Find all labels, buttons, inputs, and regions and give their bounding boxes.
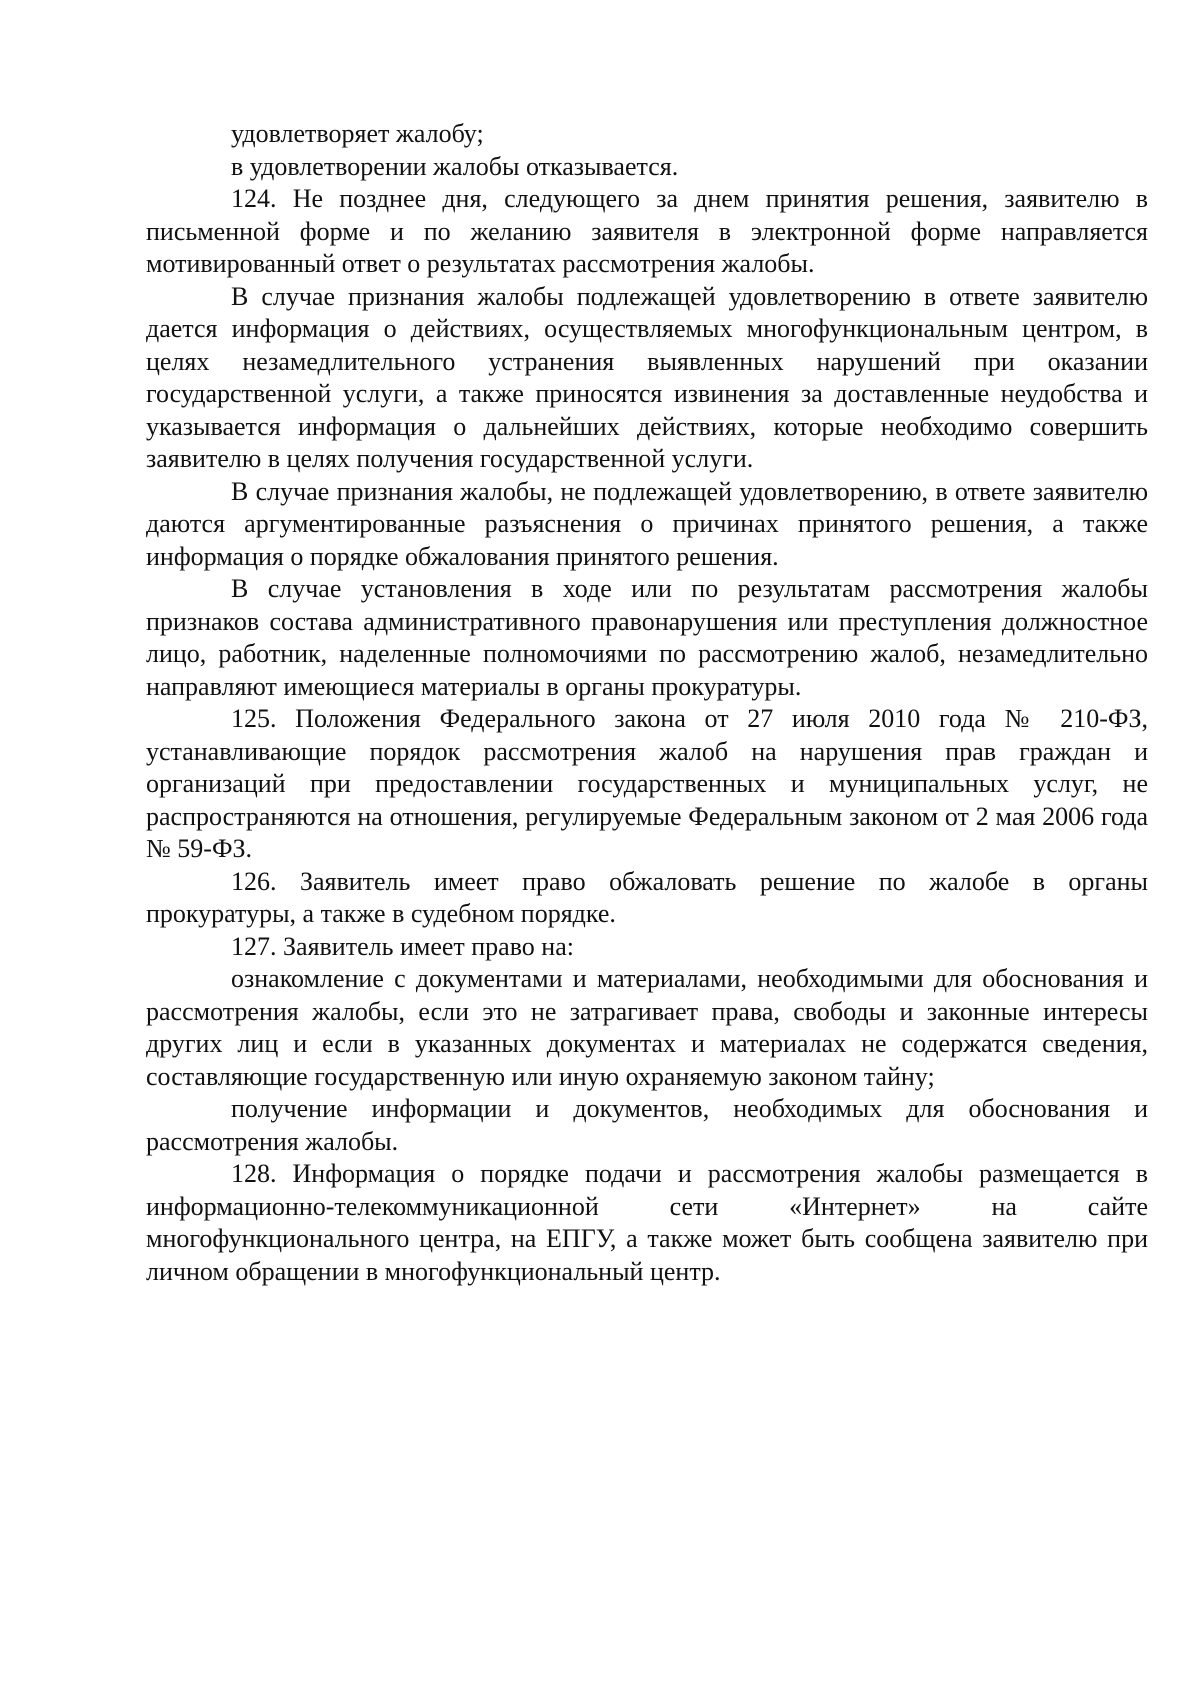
paragraph-complaint-satisfied: В случае признания жалобы подлежащей удовлетворению в ответе заявителю дается информация о действиях, осуществляемых многофункциональным центром, в целях незамедлительного устранения выявленных нарушений при оказании государственной услуги, а также приносятся извинения за доставленные неудобства и указывается информация о дальнейших действиях, которые необходимо совершить заявителю в целях получения государственной услуги. (146, 281, 1148, 473)
paragraph-125: 125. Положения Федерального закона от 27 июля 2010 года № 210-ФЗ, устанавливающие порядок рассмотрения жалоб на нарушения прав граждан и организаций при предоставлении государственных и муниципальных услуг, не распространяются на отношения, регулируемые Федеральным законом от 2 мая 2006 года № 59-ФЗ. (146, 704, 1148, 863)
paragraph-refuses-complaint: в удовлетворении жалобы отказывается. (231, 151, 679, 181)
paragraph-satisfies-complaint: удовлетворяет жалобу; (231, 119, 484, 148)
paragraph-126: 126. Заявитель имеет право обжаловать решение по жалобе в органы прокуратуры, а также в судебном порядке. (146, 866, 1148, 928)
document-body (146, 118, 1148, 1288)
paragraph-complaint-not-satisfied: В случае признания жалобы, не подлежащей удовлетворению, в ответе заявителю даются аргументированные разъяснения о причинах принятого решения, а также информация о порядке обжалования принятого решения. (146, 476, 1148, 571)
paragraph-violation-signs: В случае установления в ходе или по результатам рассмотрения жалобы признаков состава административного правонарушения или преступления должностное лицо, работник, наделенные полномочиями по рассмотрению жалоб, незамедлительно направляют имеющиеся материалы в органы прокуратуры. (146, 574, 1148, 701)
paragraph-right-information: получение информации и документов, необходимых для обоснования и рассмотрения жалобы. (146, 1094, 1148, 1156)
paragraph-124: 124. Не позднее дня, следующего за днем принятия решения, заявителю в письменной форме и по желанию заявителя в электронной форме направляется мотивированный ответ о результатах рассмотрения жалобы. (146, 184, 1148, 278)
paragraph-127: 127. Заявитель имеет право на: (231, 931, 574, 961)
paragraph-128: 128. Информация о порядке подачи и рассмотрения жалобы размещается в информационно-телекоммуникационной сети «Интернет» на сайте многофункционального центра, на ЕПГУ, а также может быть сообщена заявителю при личном обращении в многофункциональный центр. (146, 1159, 1148, 1286)
paragraph-right-familiarization: ознакомление с документами и материалами, необходимыми для обоснования и рассмотрения жалобы, если это не затрагивает права, свободы и законные интересы других лиц и если в указанных документах и материалах не содержатся сведения, составляющие государственную или иную охраняемую законом тайну; (146, 964, 1148, 1091)
